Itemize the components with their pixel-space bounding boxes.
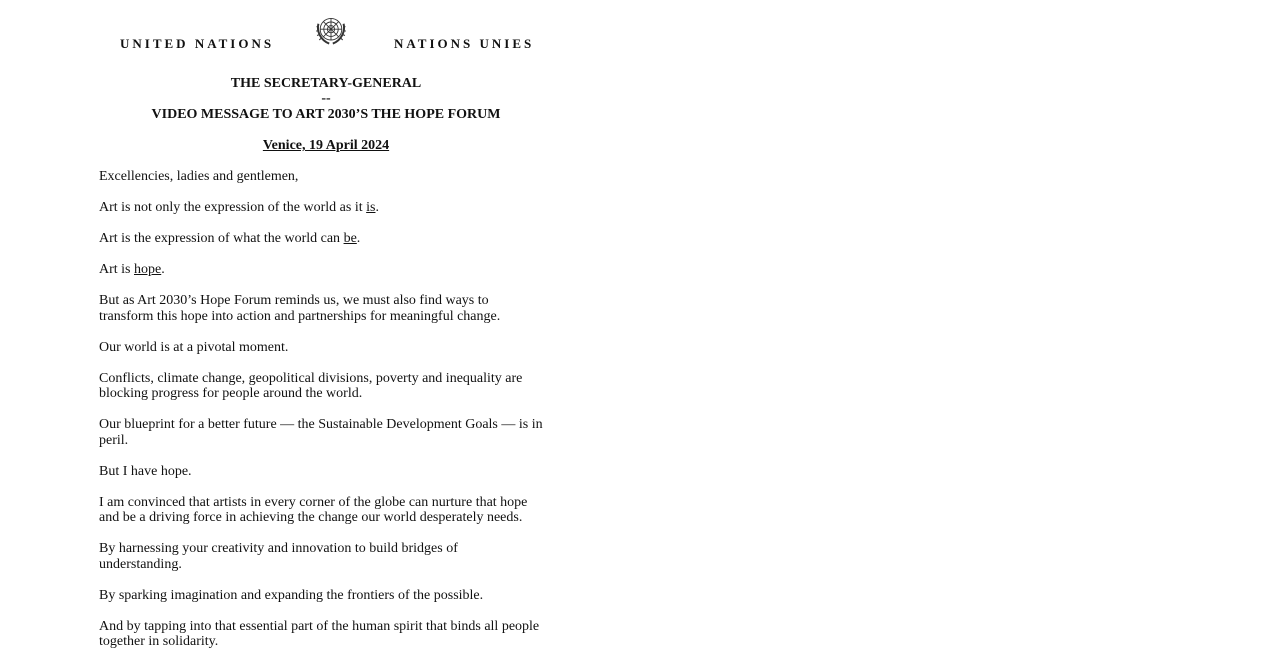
document-subtitle: VIDEO MESSAGE TO ART 2030’S THE HOPE FORUM	[151, 107, 501, 122]
place-date: Venice, 19 April 2024	[262, 138, 390, 153]
paragraph-art-hope: Art is hope.	[99, 262, 165, 277]
letterhead-english: UNITED NATIONS	[120, 36, 275, 51]
paragraph-solidarity: And by tapping into that essential part of the human spirit that binds all people together in solidarity.	[99, 618, 540, 649]
message-body	[99, 169, 544, 660]
paragraph-artists: I am convinced that artists in every corner of the globe can nurture that hope and be a driving force in achieving the change our world desperately needs.	[99, 494, 528, 525]
un-emblem-icon	[313, 13, 349, 49]
paragraph-creativity: By harnessing your creativity and innovation to build bridges of understanding.	[99, 541, 458, 572]
paragraph-i-have-hope: But I have hope.	[99, 463, 192, 479]
paragraph-art-is: Art is not only the expression of the world as it is.	[99, 200, 379, 215]
paragraph-art-can-be: Art is the expression of what the world can be.	[99, 231, 361, 246]
letterhead-french: NATIONS UNIES	[394, 36, 535, 51]
paragraph-imagination: By sparking imagination and expanding the frontiers of the possible.	[99, 587, 484, 603]
title-separator: --	[321, 91, 331, 106]
paragraph-hope-forum: But as Art 2030’s Hope Forum reminds us, we must also find ways to transform this hope into action and partnerships for meaningful change.	[99, 293, 501, 324]
paragraph-greeting: Excellencies, ladies and gentlemen,	[99, 169, 299, 184]
document-title: THE SECRETARY-GENERAL	[230, 76, 422, 91]
paragraph-pivotal-moment: Our world is at a pivotal moment.	[99, 339, 289, 355]
paragraph-conflicts: Conflicts, climate change, geopolitical divisions, poverty and inequality are blocking progress for people around the world.	[99, 370, 523, 401]
paragraph-blueprint: Our blueprint for a better future — the Sustainable Development Goals — is in peril.	[99, 417, 543, 448]
